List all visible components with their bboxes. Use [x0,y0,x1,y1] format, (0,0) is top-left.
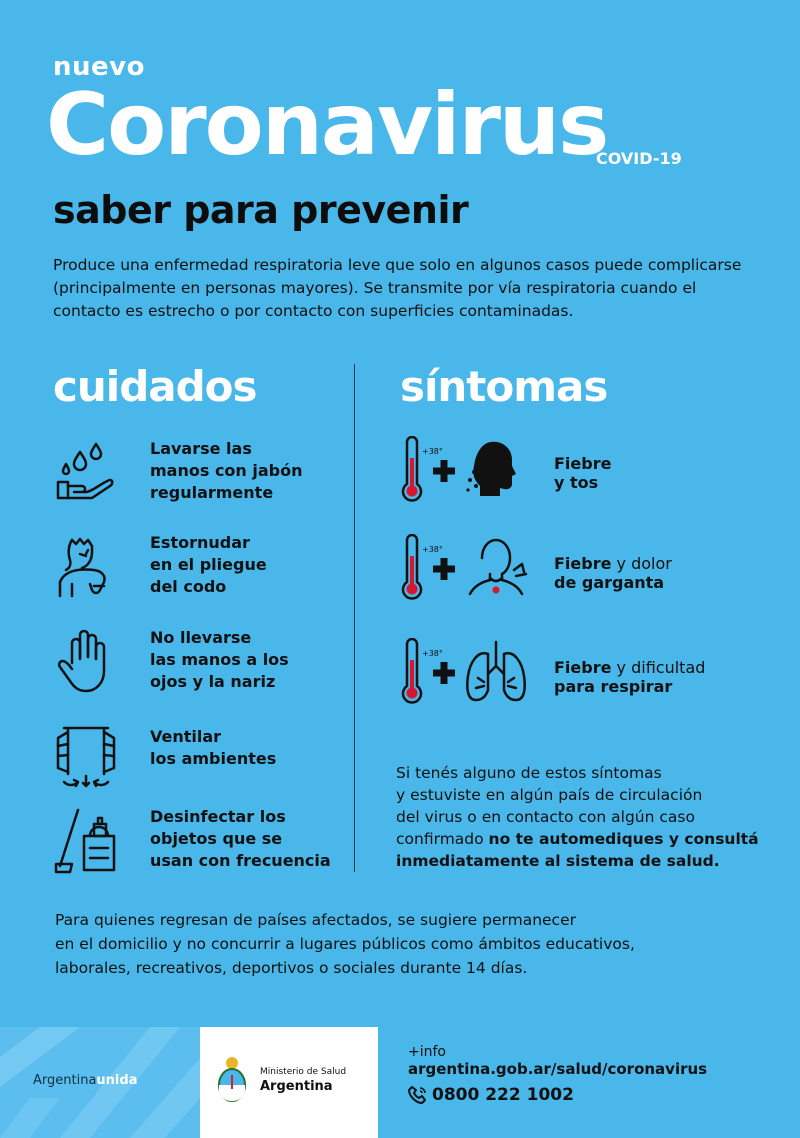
care-item-ventilate [50,724,350,804]
thermometer-throat-icon [398,534,533,606]
phone-icon [408,1085,428,1105]
thermometer-cough-icon [398,436,533,508]
care-item-disinfect [50,806,350,886]
info-label: +info [408,1044,446,1060]
phone-number: 0800 222 1002 [432,1085,574,1105]
open-window-icon [50,724,122,796]
care-text-wash: Lavarse las manos con jabón regularmente [150,439,303,502]
argentina-unida-logo [0,1027,200,1138]
phone-contact[interactable] [408,1085,574,1105]
temperature-label: +38° [422,649,443,658]
column-divider [354,364,355,872]
temperature-label: +38° [422,447,443,456]
covid-tag: COVID-19 [596,149,682,168]
cuidados-heading: cuidados [53,362,257,411]
symptom-text-fever-throat: Fiebre y dolor de garganta [554,554,672,592]
care-item-wash [50,438,350,518]
lungs-icon [467,642,524,700]
kicker-text: nuevo [53,52,145,82]
footer-logos [0,1027,378,1138]
raised-hand-icon [50,627,122,699]
cough-icon [466,442,516,496]
care-text-sneeze: Estornudar en el pliegue del codo [150,533,267,596]
temperature-label: +38° [422,545,443,554]
symptom-fever-throat [398,534,788,606]
info-url-link[interactable]: argentina.gob.ar/salud/coronavirus [408,1060,708,1078]
sore-throat-icon [470,540,526,594]
care-text-no-touch: No llevarse las manos a los ojos y la nariz [150,628,289,691]
symptom-fever-breathing [398,638,788,710]
brand-unida: unida [96,1073,138,1088]
sneeze-elbow-icon [50,532,122,604]
ministerio-salud-logo [200,1027,378,1138]
coat-of-arms-icon [216,1055,248,1105]
intro-paragraph: Produce una enfermedad respiratoria leve que solo en algunos casos puede complicarse (principalmente en personas mayores). Se transmite por vía respiratoria cuando el contacto es estrecho o por contacto con superficies contaminadas. [53,256,742,320]
ministry-country: Argentina [260,1079,333,1094]
symptom-text-fever-cough: Fiebre y tos [554,454,612,492]
symptom-text-fever-breathing: Fiebre y dificultad para respirar [554,658,706,696]
thermometer-lungs-icon [398,638,533,710]
care-text-disinfect: Desinfectar los objetos que se usan con frecuencia [150,807,331,870]
page-title: Coronavirus [46,75,608,175]
page-subtitle: saber para prevenir [53,188,469,232]
sintomas-heading: síntomas [400,362,608,411]
travel-advice-paragraph: Para quienes regresan de países afectados, se sugiere permanecer en el domicilio y no concurrir a lugares públicos como ámbitos educativos, laborales, recreativos, deportivos o sociales durante 14 días. [55,911,635,977]
symptom-fever-cough [398,436,788,508]
care-item-no-touch [50,627,350,707]
care-text-ventilate: Ventilar los ambientes [150,727,277,768]
warning-paragraph: Si tenés alguno de estos síntomas y estuviste en algún país de circulación del virus o en contacto con algún caso confirmado no te automediques y consultá inmediatamente al sistema de salud. [396,764,759,870]
ministry-name: Ministerio de Salud [260,1067,347,1077]
care-item-sneeze [50,532,350,612]
cleaning-supplies-icon [50,806,122,878]
hand-wash-icon [50,438,122,510]
brand-argentina: Argentina [33,1073,97,1088]
